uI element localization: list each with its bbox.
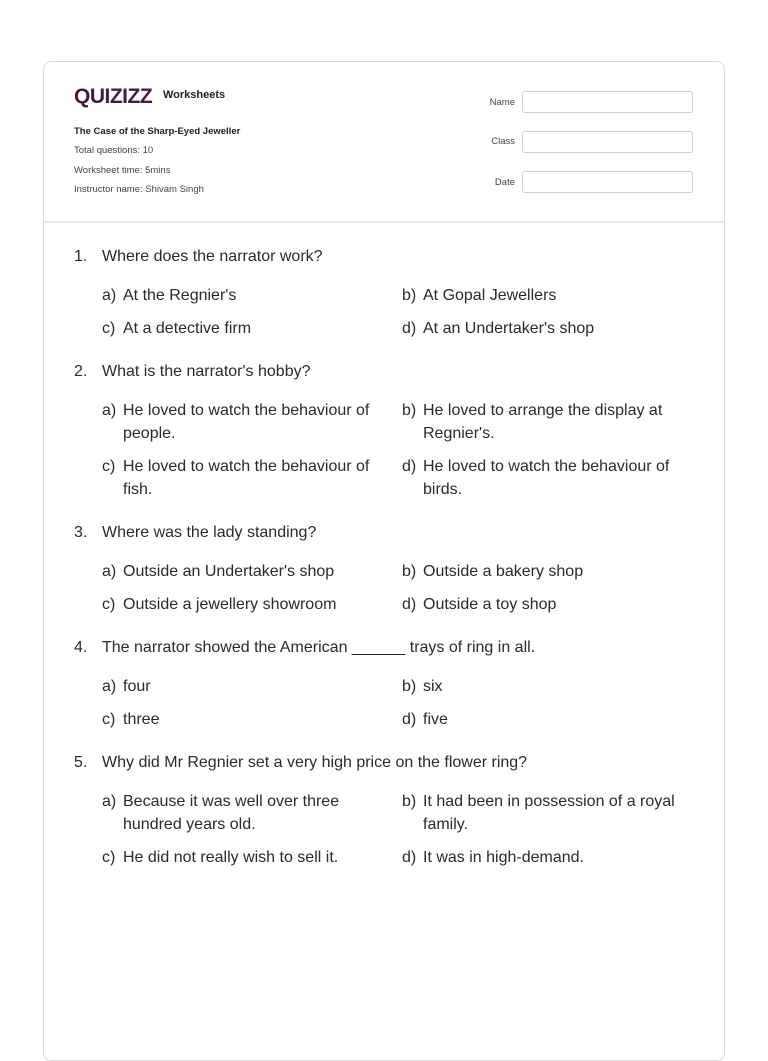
quizizz-logo-icon xyxy=(74,84,158,108)
option-letter: a) xyxy=(102,793,117,810)
question-text: The narrator showed the American ______ trays of ring in all. xyxy=(102,639,536,656)
brand-subtitle: Worksheets xyxy=(163,89,226,101)
option-c xyxy=(102,455,402,501)
quizizz-logo xyxy=(74,84,225,108)
option-letter: d) xyxy=(402,849,417,866)
option-c xyxy=(102,708,402,731)
option-b xyxy=(402,399,702,445)
date-label: Date xyxy=(494,177,515,188)
option-letter: d) xyxy=(402,320,417,337)
option-text: He loved to watch the behaviour of birds. xyxy=(423,458,670,498)
option-b xyxy=(402,284,702,307)
question-4 xyxy=(74,638,704,731)
option-b xyxy=(402,675,702,698)
option-c xyxy=(102,593,402,616)
option-text: Outside a toy shop xyxy=(423,596,557,613)
question-3 xyxy=(74,523,704,616)
question-5 xyxy=(74,753,704,869)
options-grid xyxy=(102,284,704,340)
worksheet-header xyxy=(44,62,724,223)
option-letter: d) xyxy=(402,596,417,613)
question-stem xyxy=(74,362,704,382)
option-letter: b) xyxy=(402,287,417,304)
option-letter: b) xyxy=(402,678,417,695)
option-d xyxy=(402,317,702,340)
option-text: Outside an Undertaker's shop xyxy=(123,563,335,580)
option-text: three xyxy=(123,711,160,728)
option-text: It had been in possession of a royal family. xyxy=(423,793,675,833)
options-grid xyxy=(102,790,704,869)
worksheet-title: The Case of the Sharp-Eyed Jeweller xyxy=(74,126,241,137)
question-number: 2. xyxy=(74,363,88,380)
option-a xyxy=(102,675,402,698)
option-a xyxy=(102,790,402,836)
worksheet-page xyxy=(43,61,725,1061)
option-text: At an Undertaker's shop xyxy=(423,320,595,337)
option-text: At Gopal Jewellers xyxy=(423,287,557,304)
option-text: Outside a bakery shop xyxy=(423,563,584,580)
option-letter: b) xyxy=(402,402,417,419)
date-field[interactable] xyxy=(522,171,693,193)
options-grid xyxy=(102,560,704,616)
option-letter: a) xyxy=(102,287,117,304)
option-b xyxy=(402,790,702,836)
option-a xyxy=(102,399,402,445)
question-1 xyxy=(74,247,704,340)
option-letter: b) xyxy=(402,793,417,810)
option-letter: b) xyxy=(402,563,417,580)
option-text: It was in high-demand. xyxy=(423,849,584,866)
question-stem xyxy=(74,753,704,773)
class-label: Class xyxy=(491,136,515,147)
option-text: Because it was well over three hundred years old. xyxy=(123,793,340,833)
worksheet-time: Worksheet time: 5mins xyxy=(74,165,171,176)
option-letter: c) xyxy=(102,458,116,475)
question-stem xyxy=(74,523,704,543)
option-text: He loved to arrange the display at Regnier's. xyxy=(423,402,663,442)
option-letter: a) xyxy=(102,678,117,695)
option-letter: a) xyxy=(102,402,117,419)
question-text: Where does the narrator work? xyxy=(102,248,323,265)
question-stem xyxy=(74,638,704,658)
question-2 xyxy=(74,362,704,501)
option-b xyxy=(402,560,702,583)
question-number: 3. xyxy=(74,524,88,541)
option-letter: d) xyxy=(402,458,417,475)
question-text: Why did Mr Regnier set a very high price on the flower ring? xyxy=(102,754,528,771)
total-questions: Total questions: 10 xyxy=(74,145,154,156)
question-number: 5. xyxy=(74,754,88,771)
option-text: He loved to watch the behaviour of people. xyxy=(123,402,370,442)
question-number: 1. xyxy=(74,248,88,265)
instructor-name: Instructor name: Shivam Singh xyxy=(74,184,204,195)
option-letter: a) xyxy=(102,563,117,580)
option-letter: c) xyxy=(102,320,116,337)
option-letter: c) xyxy=(102,849,116,866)
option-text: six xyxy=(423,678,443,695)
option-text: five xyxy=(423,711,448,728)
options-grid xyxy=(102,675,704,731)
option-text: He loved to watch the behaviour of fish. xyxy=(123,458,370,498)
option-text: At a detective firm xyxy=(123,320,252,337)
class-field[interactable] xyxy=(522,131,693,153)
name-label: Name xyxy=(489,97,515,108)
option-c xyxy=(102,846,402,869)
option-text: He did not really wish to sell it. xyxy=(123,849,339,866)
option-d xyxy=(402,846,702,869)
name-field[interactable] xyxy=(522,91,693,113)
question-stem xyxy=(74,247,704,267)
option-c xyxy=(102,317,402,340)
option-letter: d) xyxy=(402,711,417,728)
option-d xyxy=(402,455,702,501)
option-letter: c) xyxy=(102,596,116,613)
option-letter: c) xyxy=(102,711,116,728)
question-text: What is the narrator's hobby? xyxy=(102,363,311,380)
option-a xyxy=(102,560,402,583)
option-d xyxy=(402,593,702,616)
question-list xyxy=(74,247,704,891)
option-text: At the Regnier's xyxy=(123,287,237,304)
option-text: four xyxy=(123,678,151,695)
question-number: 4. xyxy=(74,639,88,656)
options-grid xyxy=(102,399,704,501)
option-a xyxy=(102,284,402,307)
option-text: Outside a jewellery showroom xyxy=(123,596,337,613)
brand-text: QUIZIZZ xyxy=(74,85,153,108)
option-d xyxy=(402,708,702,731)
question-text: Where was the lady standing? xyxy=(102,524,317,541)
